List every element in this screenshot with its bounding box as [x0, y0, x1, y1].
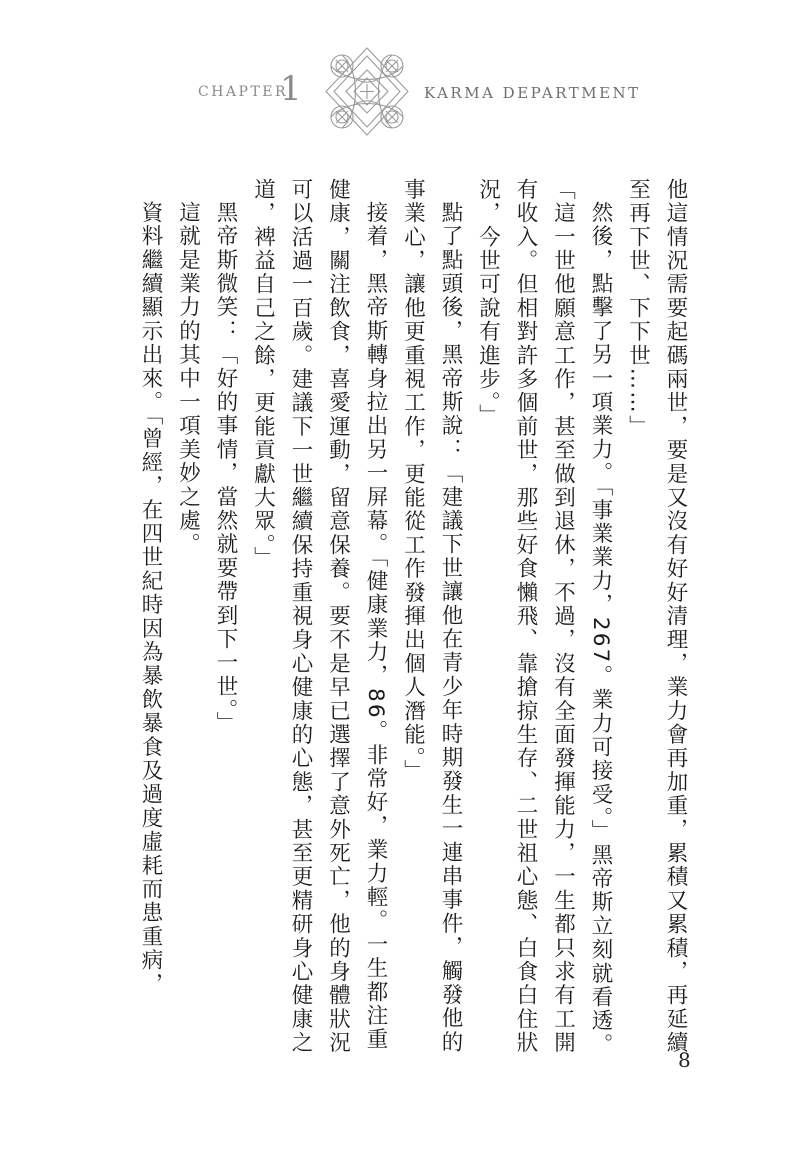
paragraph-5: 黑帝斯微笑：「好的事情，當然就要帶到下一世。」 [213, 200, 238, 735]
chapter-title: KARMA DEPARTMENT [424, 84, 641, 102]
paragraph-6: 這就是業力的其中一項美妙之處。 [175, 200, 201, 557]
decorative-knot-ornament-icon [322, 44, 412, 139]
chapter-label: CHAPTER [198, 84, 289, 100]
chapter-number: 1 [280, 69, 302, 109]
page-number: 8 [678, 1048, 691, 1072]
paragraph-3: 點了點頭後，黑帝斯說：「建議下世讓他在青少年時期發生一連串事件，觸發他的事業心，讓他更重視工作，更能從工作發揮出個人潛能。」 [400, 178, 463, 1054]
body-text [132, 178, 695, 1058]
paragraph-2: 然後，點擊了另一項業力。「事業業力，267。業力可接受。」黑帝斯立刻就看透。「這一世他願意工作，甚至做到退休，不過，沒有全面發揮能力，一生都只求有工開有收入。但相對許多個前世，那些好食懶飛、靠搶掠生存、二世祖心態、白食白住狀況，今世可說有進步。」 [475, 178, 613, 1057]
paragraph-4: 接着，黑帝斯轉身拉出另一屏幕。「健康業力，86。非常好，業力輕。一生都注重健康，關注飲食，喜愛運動，留意保養。要不是早已選擇了意外死亡，他的身體狀況可以活過一百歲。建議下一世繼續保持重視身心健康的心態，甚至更精研身心健康之道，裨益自己之餘，更能貢獻大眾。」 [250, 178, 388, 1055]
paragraph-1: 他這情況需要起碼兩世，要是又沒有好好清理，業力會再加重，累積又累積，再延續至再下世、下下世……」 [625, 178, 688, 1055]
paragraph-7: 資料繼續顯示出來。「曾經，在四世紀時因為暴飲暴食及過度虛耗而患重病， [138, 200, 163, 996]
